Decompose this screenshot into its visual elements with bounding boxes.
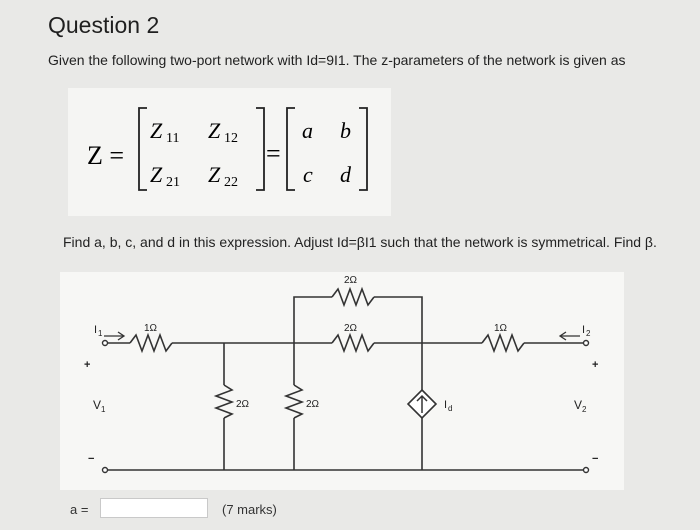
- answer-a-label: a =: [70, 502, 89, 517]
- dependent-current-source-icon: [408, 390, 436, 418]
- z-lhs: Z =: [87, 141, 125, 170]
- port2-bottom-terminal: [584, 468, 589, 473]
- label-v2-sub: 2: [582, 405, 587, 414]
- label-r-shunt-1: 2Ω: [236, 399, 250, 410]
- z12-subscript: 12: [224, 131, 238, 146]
- question-title: Question 2: [48, 12, 160, 38]
- i1-arrow-icon: [104, 332, 124, 340]
- entry-b: b: [340, 118, 351, 143]
- label-i1: I: [94, 324, 98, 336]
- resistor-2ohm-mid: [332, 335, 374, 351]
- resistor-1ohm-left: [130, 335, 172, 351]
- resistor-2ohm-top: [332, 289, 374, 305]
- label-r-left: 1Ω: [144, 323, 158, 334]
- z22-subscript: 22: [224, 175, 238, 190]
- resistor-2ohm-shunt-1: [216, 385, 232, 418]
- label-r-right: 1Ω: [494, 323, 508, 334]
- port1-bottom-terminal: [103, 468, 108, 473]
- port1-top-terminal: [103, 341, 108, 346]
- entry-d: d: [340, 162, 351, 187]
- marks-label: (7 marks): [222, 502, 277, 517]
- z-matrix-image: [68, 88, 391, 216]
- resistor-2ohm-shunt-2: [286, 385, 302, 418]
- i2-arrow-icon: [560, 332, 580, 340]
- z11-subscript: 11: [166, 131, 180, 146]
- left-bracket: [139, 108, 147, 190]
- right-bracket: [256, 108, 264, 190]
- z22-symbol: Z: [208, 162, 221, 187]
- label-id: I: [444, 399, 448, 411]
- port2-minus: −: [592, 453, 599, 465]
- z11-symbol: Z: [150, 118, 163, 143]
- circuit-diagram: [60, 272, 624, 490]
- resistor-1ohm-right: [482, 335, 524, 351]
- left-bracket-2: [287, 108, 295, 190]
- z21-symbol: Z: [150, 162, 163, 187]
- label-v2: V: [574, 398, 583, 412]
- label-r-mid: 2Ω: [344, 323, 358, 334]
- label-v1: V: [93, 398, 102, 412]
- answer-a-input[interactable]: [100, 498, 208, 518]
- z12-symbol: Z: [208, 118, 221, 143]
- right-bracket-2: [359, 108, 367, 190]
- port1-minus: −: [88, 453, 95, 465]
- port1-plus: +: [84, 359, 91, 371]
- label-id-sub: d: [448, 404, 453, 413]
- label-r-top: 2Ω: [344, 275, 358, 286]
- z21-subscript: 21: [166, 175, 180, 190]
- question-instruction: Find a, b, c, and d in this expression. Adjust Id=βI1 such that the network is symmetrical. Find β.: [63, 234, 657, 250]
- port2-plus: +: [592, 359, 599, 371]
- entry-c: c: [303, 162, 313, 187]
- label-i1-sub: 1: [98, 329, 103, 338]
- label-i2: I: [582, 324, 586, 336]
- label-v1-sub: 1: [101, 405, 106, 414]
- label-r-shunt-2: 2Ω: [306, 399, 320, 410]
- entry-a: a: [302, 118, 313, 143]
- port2-top-terminal: [584, 341, 589, 346]
- label-i2-sub: 2: [586, 329, 591, 338]
- question-prompt: Given the following two-port network with Id=9I1. The z-parameters of the network is given as: [48, 52, 626, 68]
- matrix-equals: =: [266, 139, 281, 168]
